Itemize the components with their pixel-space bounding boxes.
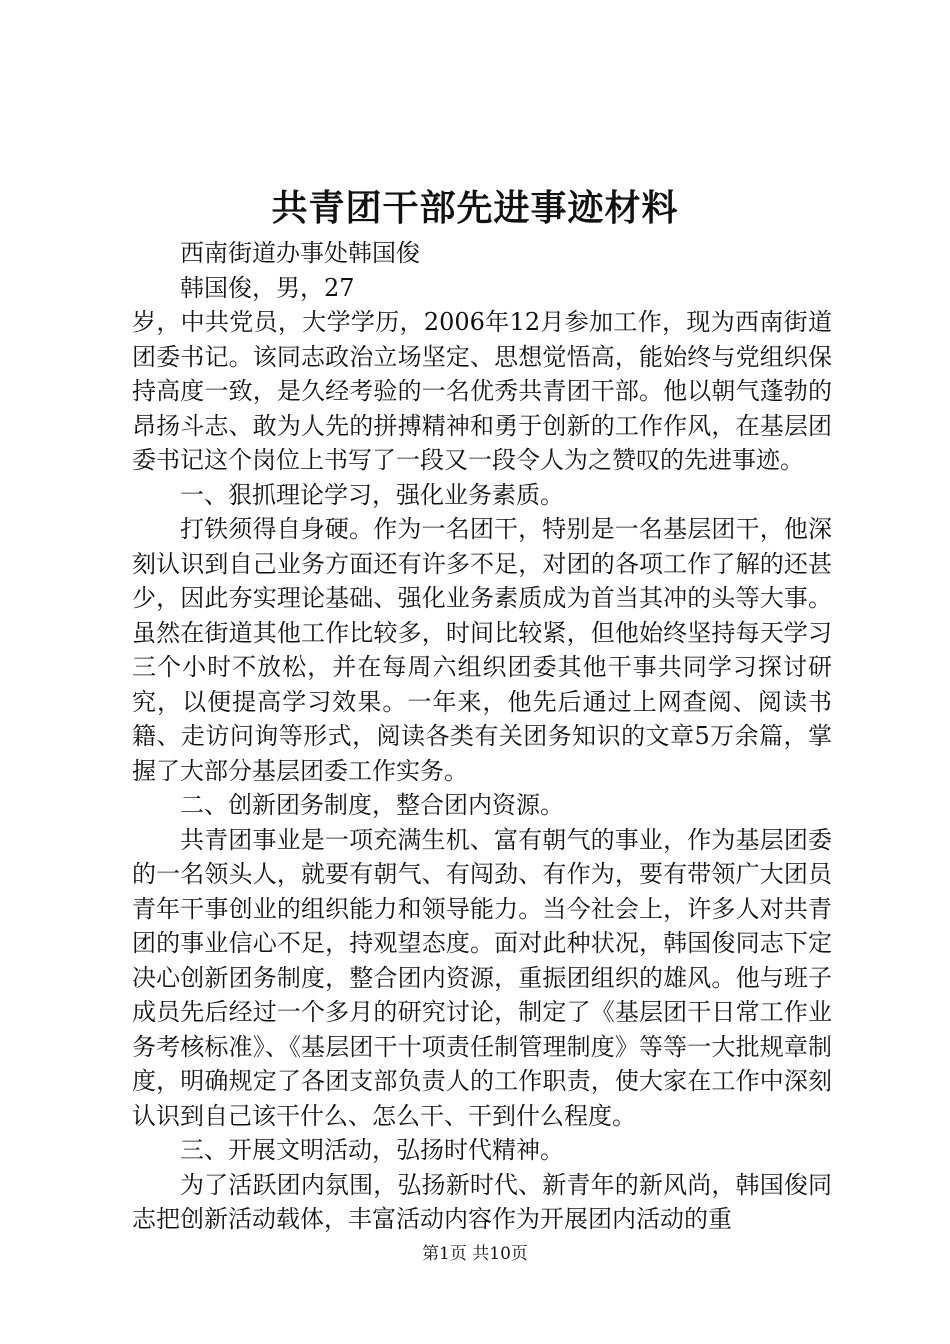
profile-line: 韩国俊，男，27 (180, 273, 355, 302)
section-paragraph-2: 共青团事业是一项充满生机、富有朝气的事业，作为基层团委的一名领头人，就要有朝气、有闯劲、有作为，要有带领广大团员青年干事创业的组织能力和领导能力。当今社会上，许多人对共青团的事业信心不足，持观望态度。面对此种状况，韩国俊同志下定决心创新团务制度，整合团内资源，重振团组织的雄风。他与班子成员先后经过一个多月的研究讨论，制定了《基层团干日常工作业务考核标准》、《基层团干十项责任制管理制度》等等一大批规章制度，明确规定了各团支部负责人的工作职责，使大家在工作中深刻认识到自己该干什么、怎么干、干到什么程度。 (132, 825, 832, 1130)
document-body (132, 236, 832, 1237)
document-title: 共青团干部先进事迹材料 (271, 187, 679, 229)
section-paragraph-1: 打铁须得自身硬。作为一名团干，特别是一名基层团干，他深刻认识到自己业务方面还有许多不足，对团的各项工作了解的还甚少，因此夯实理论基础、强化业务素质成为首当其冲的头等大事。虽然在街道其他工作比较多，时间比较紧，但他始终坚持每天学习三个小时不放松，并在每周六组织团委其他干事共同学习探讨研究，以便提高学习效果。一年来，他先后通过上网查阅、阅读书籍、走访问询等形式，阅读各类有关团务知识的文章5万余篇，掌握了大部分基层团委工作实务。 (132, 515, 832, 785)
section-paragraph-3: 为了活跃团内氛围，弘扬新时代、新青年的新风尚，韩国俊同志把创新活动载体，丰富活动内容作为开展团内活动的重 (132, 1170, 832, 1233)
section-heading-1: 一、狠抓理论学习，强化业务素质。 (180, 480, 564, 509)
intro-paragraph: 岁，中共党员，大学学历，2006年12月参加工作，现为西南街道团委书记。该同志政治立场坚定、思想觉悟高，能始终与党组织保持高度一致，是久经考验的一名优秀共青团干部。他以朝气蓬勃的昂扬斗志、敢为人先的拼搏精神和勇于创新的工作作风，在基层团委书记这个岗位上书写了一段又一段令人为之赞叹的先进事迹。 (132, 308, 832, 474)
page-footer: 第1页 共10页 (422, 1244, 528, 1264)
section-heading-2: 二、创新团务制度，整合团内资源。 (180, 791, 564, 819)
author-line: 西南街道办事处韩国俊 (180, 239, 420, 267)
section-heading-3: 三、开展文明活动，弘扬时代精神。 (180, 1136, 564, 1164)
